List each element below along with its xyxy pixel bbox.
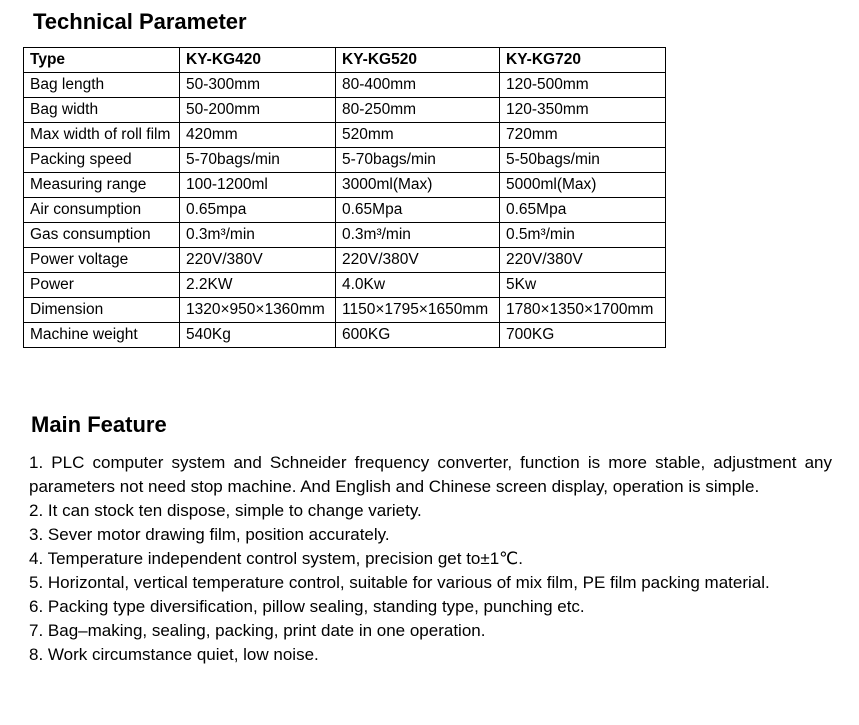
table-row: [24, 98, 666, 123]
row-label: Packing speed: [24, 148, 180, 173]
header-cell-kg720: KY-KG720: [500, 48, 666, 73]
table-cell: 1780×1350×1700mm: [500, 298, 666, 323]
technical-parameter-table: [23, 47, 666, 348]
table-cell: 520mm: [336, 123, 500, 148]
list-item: 4. Temperature independent control system, precision get to±1℃.: [29, 549, 523, 568]
table-cell: 1150×1795×1650mm: [336, 298, 500, 323]
table-cell: 5-70bags/min: [180, 148, 336, 173]
row-label: Max width of roll film: [24, 123, 180, 148]
table-cell: 420mm: [180, 123, 336, 148]
row-label: Power voltage: [24, 248, 180, 273]
table-cell: 5-50bags/min: [500, 148, 666, 173]
table-cell: 0.65Mpa: [500, 198, 666, 223]
row-label: Air consumption: [24, 198, 180, 223]
list-item: 8. Work circumstance quiet, low noise.: [29, 645, 319, 664]
table-cell: 1320×950×1360mm: [180, 298, 336, 323]
list-item: 7. Bag–making, sealing, packing, print date in one operation.: [29, 621, 486, 640]
table-cell: 0.3m³/min: [336, 223, 500, 248]
table-cell: 600KG: [336, 323, 500, 348]
row-label: Power: [24, 273, 180, 298]
table-cell: 50-200mm: [180, 98, 336, 123]
table-cell: 80-400mm: [336, 73, 500, 98]
table-row: [24, 148, 666, 173]
table-cell: 2.2KW: [180, 273, 336, 298]
list-item: 3. Sever motor drawing film, position accurately.: [29, 525, 390, 544]
list-item: 6. Packing type diversification, pillow sealing, standing type, punching etc.: [29, 597, 585, 616]
header-cell-type: Type: [24, 48, 180, 73]
row-label: Bag width: [24, 98, 180, 123]
table-cell: 5-70bags/min: [336, 148, 500, 173]
technical-parameter-heading: Technical Parameter: [33, 9, 247, 34]
list-item: 5. Horizontal, vertical temperature control, suitable for various of mix film, PE film packing material.: [29, 573, 770, 592]
table-row: [24, 123, 666, 148]
row-label: Gas consumption: [24, 223, 180, 248]
table-cell: 0.3m³/min: [180, 223, 336, 248]
table-row: [24, 198, 666, 223]
table-cell: 700KG: [500, 323, 666, 348]
row-label: Bag length: [24, 73, 180, 98]
table-cell: 0.65Mpa: [336, 198, 500, 223]
table-cell: 0.65mpa: [180, 198, 336, 223]
table-cell: 4.0Kw: [336, 273, 500, 298]
table-cell: 100-1200ml: [180, 173, 336, 198]
header-cell-kg520: KY-KG520: [336, 48, 500, 73]
header-cell-kg420: KY-KG420: [180, 48, 336, 73]
main-feature-heading: Main Feature: [31, 412, 167, 437]
list-item: 2. It can stock ten dispose, simple to change variety.: [29, 501, 422, 520]
table-row: [24, 323, 666, 348]
table-cell: 0.5m³/min: [500, 223, 666, 248]
table-row: [24, 173, 666, 198]
table-header-row: [24, 48, 666, 73]
row-label: Machine weight: [24, 323, 180, 348]
table-cell: 220V/380V: [180, 248, 336, 273]
table-cell: 720mm: [500, 123, 666, 148]
table-cell: 80-250mm: [336, 98, 500, 123]
table-cell: 5Kw: [500, 273, 666, 298]
table-row: [24, 248, 666, 273]
feature-list: [29, 451, 832, 667]
table-cell: 3000ml(Max): [336, 173, 500, 198]
table-cell: 220V/380V: [500, 248, 666, 273]
table-row: [24, 273, 666, 298]
row-label: Dimension: [24, 298, 180, 323]
table-cell: 540Kg: [180, 323, 336, 348]
table-row: [24, 223, 666, 248]
table-cell: 50-300mm: [180, 73, 336, 98]
row-label: Measuring range: [24, 173, 180, 198]
table-cell: 120-350mm: [500, 98, 666, 123]
table-cell: 220V/380V: [336, 248, 500, 273]
table-row: [24, 73, 666, 98]
table-cell: 120-500mm: [500, 73, 666, 98]
table-row: [24, 298, 666, 323]
list-item: 1. PLC computer system and Schneider frequency converter, function is more stable, adjustment any parameters not need stop machine. And English and Chinese screen display, operation is simple.: [29, 453, 832, 496]
table-cell: 5000ml(Max): [500, 173, 666, 198]
